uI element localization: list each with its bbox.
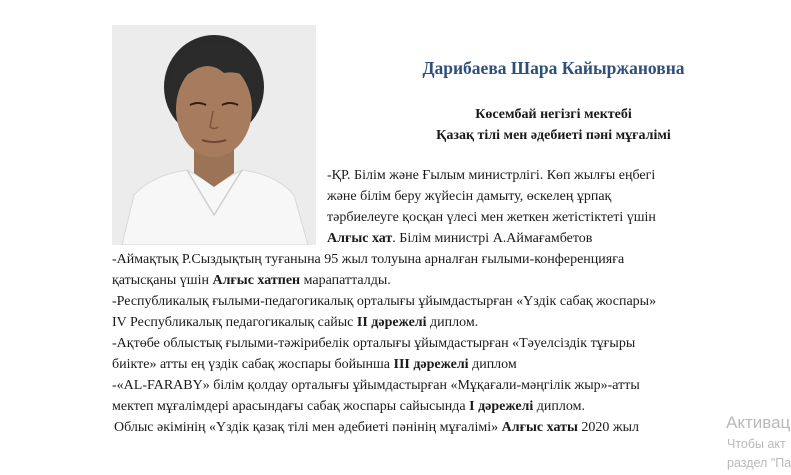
line-text: қатысқаны үшін: [112, 273, 213, 288]
bold-text: Алғыс хат: [327, 231, 393, 246]
line-text: диплом: [468, 357, 517, 372]
line-text: -«AL-FARABY» білім қолдау орталығы ұйымдастырған «Мұқағали-мәңгілік жыр»-атты: [112, 378, 640, 393]
activation-watermark-line: раздел "Па: [727, 456, 791, 470]
achievement-line: [327, 230, 592, 248]
achievement-line: [114, 419, 639, 437]
bold-text: III дәрежелі: [393, 357, 469, 372]
bold-text: Алғыс хаты: [501, 420, 578, 435]
achievement-line: [327, 209, 656, 227]
portrait-image: [112, 25, 316, 245]
line-text: тәрбиелеуге қосқан үлесі мен жеткен жетістіктеті үшін: [327, 210, 656, 225]
achievement-line: [327, 188, 611, 206]
achievement-line: [112, 272, 391, 290]
line-text: және білім беру жүйесін дамыту, өскелең ұрпақ: [327, 189, 612, 204]
activation-watermark-title: Активац: [726, 413, 791, 432]
bold-text: I дәрежелі: [469, 399, 534, 414]
achievement-line: [112, 356, 517, 374]
person-name: Дарибаева Шара Кайыржановна: [422, 58, 685, 78]
line-text: диплом.: [426, 315, 479, 330]
line-text: -Аймақтық Р.Сыздықтың туғанына 95 жыл толуына арналған ғылыми-конференцияға: [112, 252, 625, 267]
line-text: биікте» атты ең үздік сабақ жоспары бойынша: [112, 357, 394, 372]
line-text: -Республикалық ғылыми-педагогикалық орталығы ұйымдастырған «Үздік сабақ жоспары»: [112, 294, 657, 309]
line-text: диплом.: [533, 399, 585, 414]
line-text: мектеп мұғалімдері арасындағы сабақ жоспары сайысында: [112, 399, 470, 414]
line-text: -Ақтөбе облыстық ғылыми-тәжірибелік орталығы ұйымдастырған «Тәуелсіздік тұғыры: [112, 336, 636, 351]
achievement-line: [112, 335, 635, 353]
school-name: Көсембай негізгі мектебі: [475, 107, 632, 122]
bold-text: Алғыс хатпен: [212, 273, 301, 288]
line-text: 2020 жыл: [577, 420, 639, 435]
bold-text: II дәрежелі: [356, 315, 427, 330]
achievement-line: [112, 398, 585, 416]
line-text: IV Республикалық педагогикалық сайыс: [112, 315, 357, 330]
achievement-line: [112, 293, 656, 311]
school-block: [316, 104, 791, 146]
achievement-line: [112, 251, 624, 269]
achievement-line: [327, 167, 655, 185]
line-text: . Білім министрі А.Аймағамбетов: [392, 231, 593, 246]
portrait-photo: [112, 25, 316, 245]
activation-watermark-line: Чтобы акт: [727, 437, 786, 451]
achievement-line: [112, 377, 640, 395]
achievement-line: [112, 314, 478, 332]
line-text: марапатталды.: [300, 273, 391, 288]
line-text: Облыс әкімінің «Үздік қазақ тілі мен әдебиеті пәнінің мұғалімі»: [114, 420, 502, 435]
line-text: -ҚР. Білім және Ғылым министрлігі. Көп жылғы еңбегі: [327, 168, 656, 183]
teacher-position: Қазақ тілі мен әдебиеті пәні мұғалімі: [436, 128, 671, 143]
